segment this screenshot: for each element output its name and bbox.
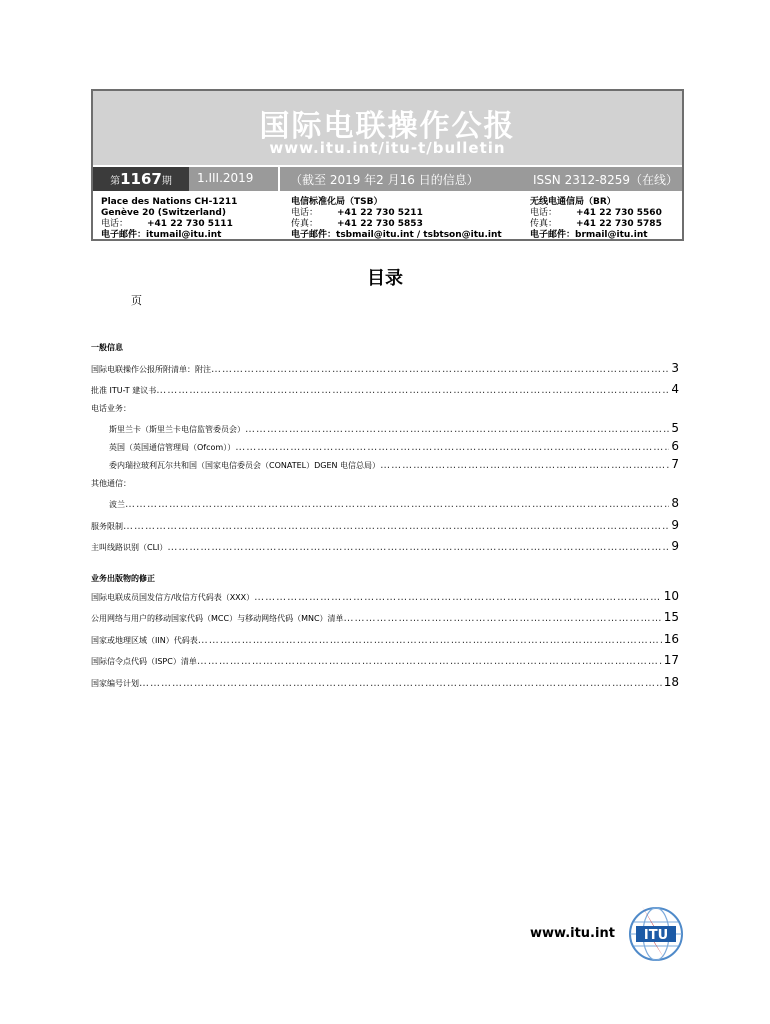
email-label: 电子邮件：: [101, 230, 147, 240]
address-line-2: Genève 20 (Switzerland): [101, 208, 226, 218]
toc-leader: [254, 592, 662, 603]
toc-leader: [197, 656, 662, 667]
toc-leader: [245, 424, 669, 435]
toc-entry[interactable]: [91, 653, 679, 667]
tsb-email[interactable]: tsbmail@itu.int / tsbtson@itu.int: [336, 230, 502, 240]
toc-entry-page: 3: [671, 361, 679, 375]
tsb-heading: 电信标准化局（TSB）: [291, 197, 383, 207]
issue-prefix: 第: [110, 175, 121, 187]
issue-number: 1167: [120, 170, 162, 188]
toc-entry[interactable]: [109, 457, 679, 471]
toc-entry[interactable]: [91, 518, 679, 532]
toc-entry[interactable]: [109, 496, 679, 510]
toc-entry[interactable]: [91, 539, 679, 553]
issue-number-box: [93, 167, 189, 191]
issue-bar: [93, 167, 682, 191]
fax-label: 传真：: [291, 219, 319, 229]
toc-entry[interactable]: [91, 382, 679, 396]
toc-leader: [344, 613, 662, 624]
title-banner: [93, 91, 682, 165]
toc-entry-text: 斯里兰卡（斯里兰卡电信监管委员会）: [109, 425, 245, 434]
footer-url[interactable]: www.itu.int: [530, 926, 615, 941]
toc-entry[interactable]: [91, 675, 679, 689]
toc-entry-page: 18: [663, 675, 679, 689]
br-fax: +41 22 730 5785: [576, 219, 662, 229]
toc-entry[interactable]: [91, 632, 679, 646]
address-line-1: Place des Nations CH-1211: [101, 197, 238, 207]
address-tel: +41 22 730 5111: [147, 219, 233, 229]
toc-entry-text: 国际电联操作公报所附清单：附注: [91, 365, 211, 374]
toc-leader: [380, 460, 669, 471]
issn: ISSN 2312-8259（在线）: [533, 173, 678, 187]
toc-entry-page: 16: [663, 632, 679, 646]
toc-leader: [211, 364, 669, 375]
tsb-tel: +41 22 730 5211: [337, 208, 423, 218]
contact-address: [101, 197, 237, 241]
toc-entry-text: 主叫线路识别（CLI）: [91, 543, 168, 552]
toc-entry-text: 公用网络与用户的移动国家代码（MCC）与移动网络代码（MNC）清单: [91, 614, 344, 623]
contact-tsb: [291, 197, 502, 241]
toc-subheading: [91, 478, 679, 489]
contact-br: [530, 197, 662, 241]
toc-subheading: [91, 403, 679, 414]
toc-entry-text: 国际电联成员国发信方/收信方代码表（XXX）: [91, 593, 255, 602]
toc-entry-page: 4: [671, 382, 679, 396]
toc-entry-page: 6: [671, 439, 679, 453]
general-info-heading: 一般信息: [91, 343, 123, 352]
toc-entry-page: 17: [663, 653, 679, 667]
toc-entry-page: 15: [663, 610, 679, 624]
toc-entry-text: 国家编号计划: [91, 679, 139, 688]
bulletin-title: 国际电联操作公报: [259, 109, 516, 144]
email-label: 电子邮件：: [530, 230, 576, 240]
email-label: 电子邮件：: [291, 230, 337, 240]
issue-info: （截至 2019 年2 月16 日的信息）: [290, 173, 479, 187]
issue-date: 1.III.2019: [197, 171, 254, 185]
toc-leader: [235, 442, 669, 453]
toc-entry-page: 7: [671, 457, 679, 471]
issue-suffix: 期: [161, 175, 172, 187]
toc-leader: [125, 499, 669, 510]
toc-entry[interactable]: [109, 439, 679, 453]
logo-text: ITU: [643, 928, 669, 943]
toc-entry-text: 国际信令点代码（ISPC）清单: [91, 657, 197, 666]
toc-entry-text: 国家或地理区域（IIN）代码表: [91, 636, 198, 645]
toc-leader: [156, 385, 669, 396]
bulletin-header: [91, 89, 684, 241]
tel-label: 电话：: [291, 208, 319, 218]
br-tel: +41 22 730 5560: [576, 208, 662, 218]
address-email[interactable]: itumail@itu.int: [146, 230, 222, 240]
toc-entry[interactable]: [91, 361, 679, 375]
toc-entry-page: 5: [671, 421, 679, 435]
toc-entry-page: 9: [671, 539, 679, 553]
toc-entry[interactable]: [91, 589, 679, 603]
toc-entry-text: 委内瑞拉玻利瓦尔共和国（国家电信委员会（CONATEL）DGEN 电信总局）: [109, 461, 381, 470]
fax-label: 传真：: [530, 219, 558, 229]
br-heading: 无线电通信局（BR）: [530, 197, 616, 207]
toc-leader: [198, 635, 662, 646]
toc-title: 目录: [367, 268, 403, 289]
toc-leader: [139, 678, 662, 689]
toc-entry-text: 批准 ITU-T 建议书: [91, 386, 157, 395]
toc-leader: [123, 521, 669, 532]
toc-entry-text: 英国（英国通信管理局（Ofcom））: [109, 443, 236, 452]
br-email[interactable]: brmail@itu.int: [575, 230, 648, 240]
issue-divider: [278, 167, 280, 191]
bulletin-url[interactable]: www.itu.int/itu-t/bulletin: [269, 139, 506, 157]
toc-leader: [167, 542, 669, 553]
toc-entry-page: 10: [663, 589, 679, 603]
toc-entry-text: 其他通信：: [91, 479, 131, 488]
toc-entry-page: 8: [671, 496, 679, 510]
tsb-fax: +41 22 730 5853: [337, 219, 423, 229]
toc-entry[interactable]: [109, 421, 679, 435]
itu-logo-icon: [624, 902, 688, 964]
toc-entry[interactable]: [91, 610, 679, 624]
tel-label: 电话：: [101, 219, 129, 229]
amendments-heading: 业务出版物的修正: [91, 574, 155, 583]
toc-entry-page: 9: [671, 518, 679, 532]
page-column-label: 页: [131, 294, 142, 307]
toc-entry-text: 电话业务：: [91, 404, 131, 413]
tel-label: 电话：: [530, 208, 558, 218]
toc-entry-text: 服务限制: [91, 522, 123, 531]
toc-entry-text: 波兰: [109, 500, 125, 509]
